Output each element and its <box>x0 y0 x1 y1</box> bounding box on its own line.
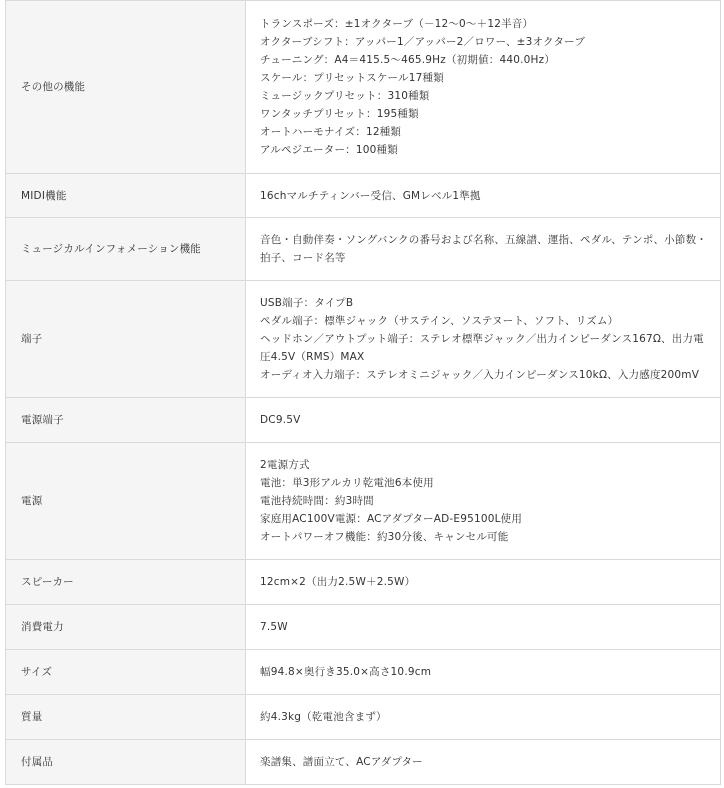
spec-line: ワンタッチプリセット：195種類 <box>260 108 419 120</box>
spec-row-musical-information <box>6 218 721 281</box>
spec-label: サイズ <box>6 650 246 695</box>
spec-line: 電池持続時間：約3時間 <box>260 495 374 507</box>
spec-label: MIDI機能 <box>6 174 246 218</box>
spec-value <box>246 695 721 740</box>
spec-label: 質量 <box>6 695 246 740</box>
spec-label: 消費電力 <box>6 605 246 650</box>
spec-line: オートハーモナイズ：12種類 <box>260 126 402 138</box>
spec-line: トランスポーズ：±1オクターブ（－12～0～＋12半音） <box>260 18 534 30</box>
spec-line: 家庭用AC100V電源：ACアダプターAD-E95100L使用 <box>260 513 523 525</box>
spec-row-midi <box>6 174 721 218</box>
spec-line: オクターブシフト：アッパー1／アッパー2／ロワー、±3オクターブ <box>260 36 586 48</box>
spec-row-accessories <box>6 740 721 785</box>
spec-value <box>246 605 721 650</box>
spec-value <box>246 398 721 443</box>
spec-line: 約4.3kg（乾電池含まず） <box>260 711 387 723</box>
spec-line: オートパワーオフ機能：約30分後、キャンセル可能 <box>260 531 509 543</box>
spec-table <box>5 0 721 785</box>
spec-line: 楽譜集、譜面立て、ACアダプター <box>260 756 423 768</box>
spec-label: 電源 <box>6 443 246 560</box>
spec-line: ミュージックプリセット：310種類 <box>260 90 430 102</box>
spec-line: 2電源方式 <box>260 459 310 471</box>
spec-line: スケール：プリセットスケール17種類 <box>260 72 444 84</box>
spec-value <box>246 218 721 281</box>
spec-line: 16chマルチティンバー受信、GMレベル1準拠 <box>260 189 481 202</box>
spec-value <box>246 740 721 785</box>
spec-value <box>246 443 721 560</box>
spec-label: 付属品 <box>6 740 246 785</box>
spec-line: チューニング：A4＝415.5～465.9Hz（初期値：440.0Hz） <box>260 54 556 66</box>
spec-line: DC9.5V <box>260 414 301 426</box>
spec-row-terminals <box>6 281 721 398</box>
spec-row-power-supply <box>6 443 721 560</box>
spec-line: 電池：単3形アルカリ乾電池6本使用 <box>260 477 434 489</box>
spec-row-other-functions <box>6 1 721 174</box>
spec-label: 端子 <box>6 281 246 398</box>
spec-line: 幅94.8×奥行き35.0×高さ10.9cm <box>260 666 432 678</box>
spec-row-weight <box>6 695 721 740</box>
spec-line: オーディオ入力端子：ステレオミニジャック／入力インピーダンス10kΩ、入力感度200mV <box>260 369 700 381</box>
spec-value <box>246 174 721 218</box>
spec-line: 7.5W <box>260 621 288 633</box>
spec-row-power-consumption <box>6 605 721 650</box>
spec-label: ミュージカルインフォメーション機能 <box>6 218 246 281</box>
spec-row-size <box>6 650 721 695</box>
spec-line: USB端子：タイプB <box>260 297 354 309</box>
spec-line: ペダル端子：標準ジャック（サステイン、ソステヌート、ソフト、リズム） <box>260 315 619 327</box>
spec-label: スピーカー <box>6 560 246 605</box>
spec-line: 12cm×2（出力2.5W＋2.5W） <box>260 576 416 588</box>
spec-row-speaker <box>6 560 721 605</box>
spec-value <box>246 650 721 695</box>
spec-value <box>246 1 721 174</box>
spec-label: 電源端子 <box>6 398 246 443</box>
spec-line: ヘッドホン／アウトプット端子：ステレオ標準ジャック／出力インピーダンス167Ω、出力電圧4.5V（RMS）MAX <box>260 333 704 363</box>
spec-line: 音色・自動伴奏・ソングバンクの番号および名称、五線譜、運指、ペダル、テンポ、小節数・拍子、コード名等 <box>260 234 707 264</box>
spec-row-power-terminal <box>6 398 721 443</box>
spec-value <box>246 281 721 398</box>
spec-value <box>246 560 721 605</box>
spec-line: アルペジエーター：100種類 <box>260 144 398 156</box>
spec-label: その他の機能 <box>6 1 246 174</box>
